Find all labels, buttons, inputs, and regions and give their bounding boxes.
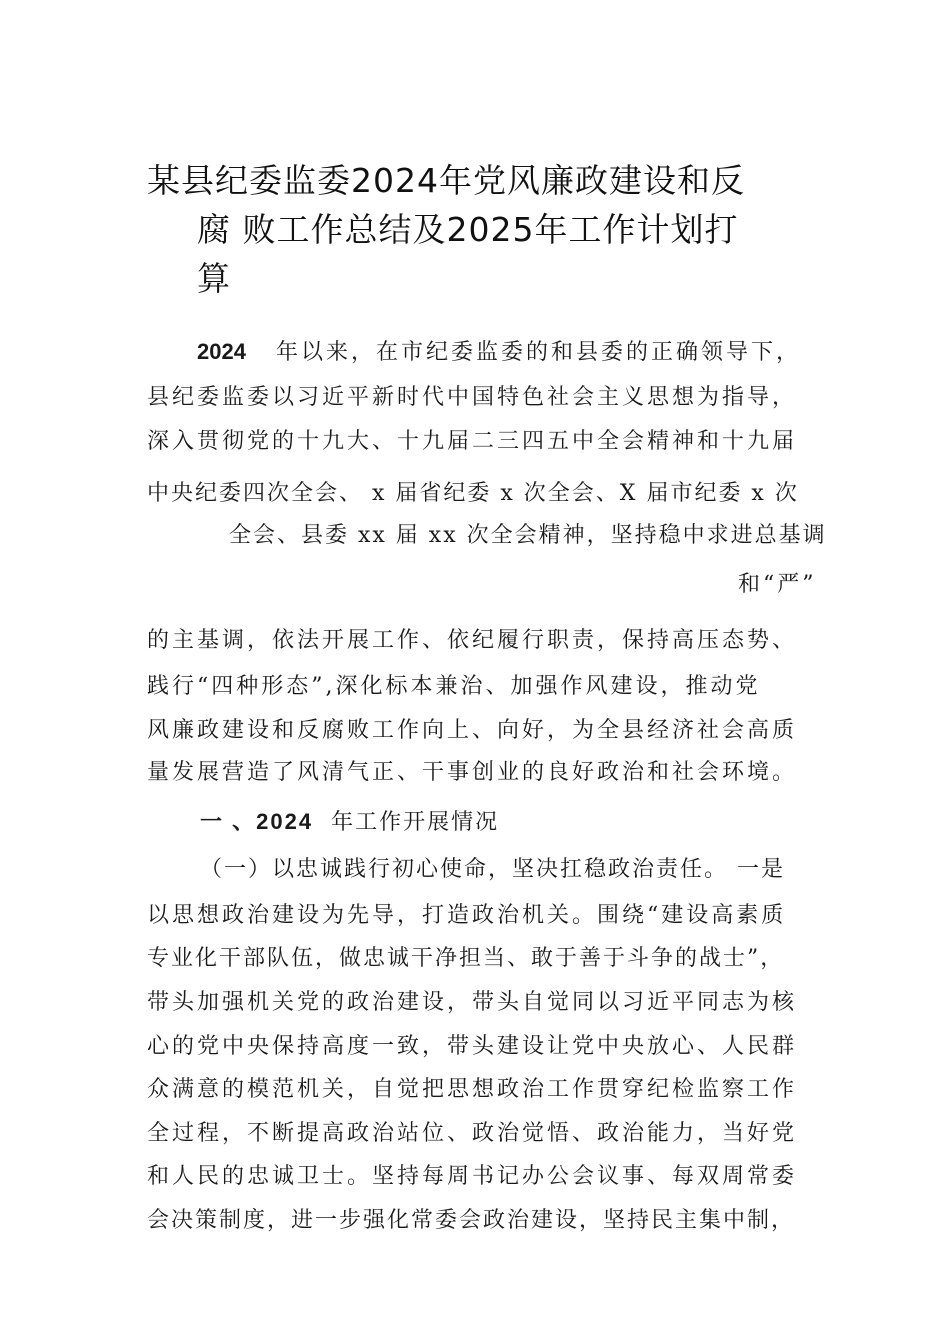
section1-line-4: 带头加强机关党的政治建设，带头自觉同以习近平同志为核 xyxy=(147,990,798,1015)
intro-line-5: 全会、县委 xx 届 xx 次全会精神，坚持稳中求进总基调 xyxy=(229,523,827,548)
intro-line-10: 量发展营造了风清气正、干事创业的良好政治和社会环境。 xyxy=(147,760,798,785)
section1-line-2: 以思想政治建设为先导，打造政治机关。围绕“建设高素质 xyxy=(147,903,787,928)
intro-line-9: 风廉政建设和反腐败工作向上、向好，为全县经济社会高质 xyxy=(147,718,798,743)
section-heading-text: 年工作开展情况 xyxy=(331,810,500,835)
intro-line-6: 和“严” xyxy=(738,572,817,597)
intro-line-1 xyxy=(197,339,801,366)
section1-line-8: 和人民的忠诚卫士。坚持每周书记办公会议事、每双周常委 xyxy=(147,1164,798,1189)
section1-line-6: 众满意的模范机关，自觉把思想政治工作贯穿纪检监察工作 xyxy=(147,1077,798,1102)
section-heading-mark: 一 、2024 xyxy=(200,809,314,834)
doc-title-line-3: 算 xyxy=(197,259,231,298)
intro-line-2: 县纪委监委以习近平新时代中国特色社会主义思想为指导， xyxy=(147,385,798,410)
section1-line-1: （一）以忠诚践行初心使命，坚决扛稳政治责任。 一是 xyxy=(200,857,785,882)
intro-line-1-text: 年以来，在市纪委监委的和县委的正确领导下， xyxy=(275,340,801,365)
intro-line-8: 践行“四种形态”,深化标本兼治、加强作风建设，推动党 xyxy=(147,674,761,699)
section1-line-9: 会决策制度，进一步强化常委会政治建设，坚持民主集中制， xyxy=(147,1208,796,1233)
intro-line-3: 深入贯彻党的十九大、十九届二三四五中全会精神和十九届 xyxy=(147,429,798,454)
intro-line-4: 中央纪委四次全会、 x 届省纪委 x 次全会、X 届市纪委 x 次 xyxy=(147,481,799,506)
intro-year: 2024 xyxy=(197,339,246,364)
section1-line-7: 全过程，不断提高政治站位、政治觉悟、政治能力，当好党 xyxy=(147,1121,798,1146)
doc-title-line-1: 某县纪委监委2024年党风廉政建设和反 xyxy=(147,161,745,200)
section1-line-3: 专业化干部队伍，做忠诚干净担当、敢于善于斗争的战士”， xyxy=(147,946,785,971)
doc-title-line-2: 腐 败工作总结及2025年工作计划打 xyxy=(197,210,739,249)
section-heading-1 xyxy=(200,809,499,836)
section1-line-5: 心的党中央保持高度一致，带头建设让党中央放心、人民群 xyxy=(147,1034,798,1059)
intro-line-7: 的主基调，依法开展工作、依纪履行职责，保持高压态势、 xyxy=(147,628,798,653)
